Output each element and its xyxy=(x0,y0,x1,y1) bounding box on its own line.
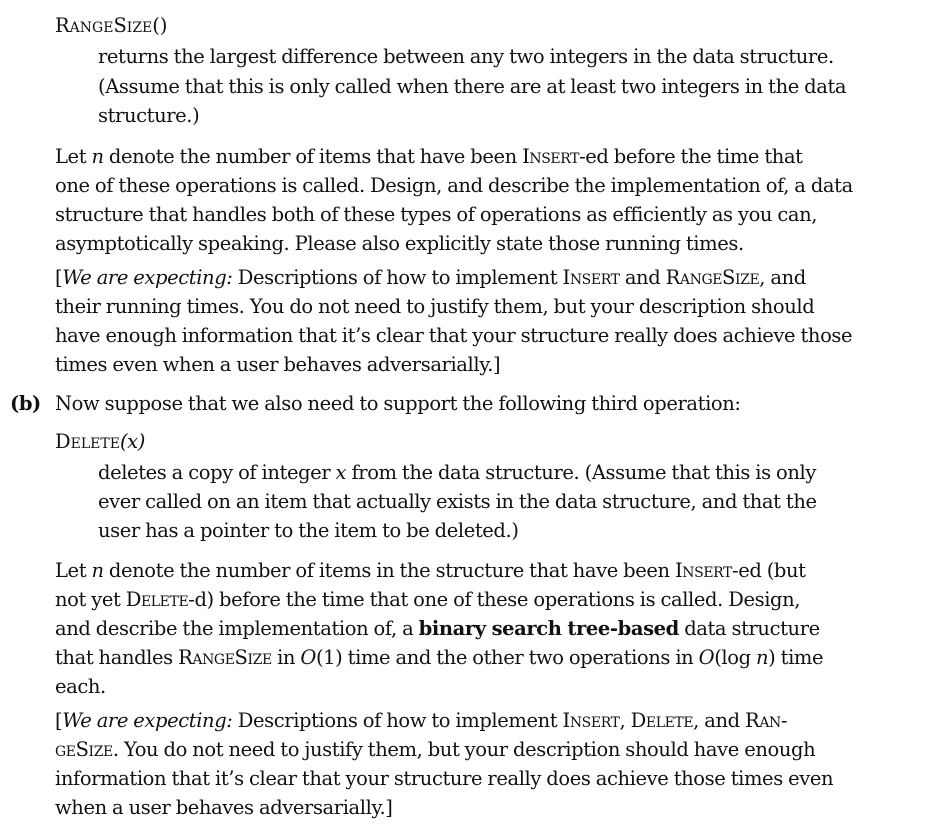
op-insert: Insert xyxy=(675,559,732,582)
part-a-expecting-line-1 xyxy=(55,263,806,292)
part-a-expecting-line-4: times even when a user behaves adversarially.] xyxy=(55,353,501,376)
text: denote the number of items in the structure that have been xyxy=(103,559,675,582)
text: -ed (but xyxy=(732,559,806,582)
part-b-intro: Now suppose that we also need to support the following third operation: xyxy=(55,392,741,415)
op-delete: Delete xyxy=(630,709,694,732)
text: data structure xyxy=(678,617,820,640)
math-n: n xyxy=(91,559,104,582)
math-arg: (x) xyxy=(119,430,145,453)
part-b-expecting-line-2 xyxy=(55,735,815,764)
math-o: O xyxy=(698,646,715,669)
text: ) time xyxy=(768,646,824,669)
op-rangesize: RangeSize xyxy=(665,266,760,289)
text: deletes a copy of integer xyxy=(98,461,336,484)
op-delete: Delete xyxy=(125,588,189,611)
op-rangesize: RangeSize xyxy=(178,646,272,669)
part-b-paragraph-line-4 xyxy=(55,643,823,672)
text: (1) time and the other two operations in xyxy=(315,646,699,669)
text: from the data structure. (Assume that this is only xyxy=(346,461,817,484)
text: (log xyxy=(714,646,756,669)
part-b-expecting-line-1 xyxy=(55,706,787,735)
part-b-expecting-line-3: information that it’s clear that your structure really does achieve those times even xyxy=(55,767,834,790)
part-a-expecting-line-3: have enough information that it’s clear that your structure really does achieve those xyxy=(55,324,853,347)
part-a-paragraph-line-4: asymptotically speaking. Please also explicitly state those running times. xyxy=(55,232,744,255)
part-a-paragraph-line-3: structure that handles both of these types of operations as efficiently as you can, xyxy=(55,203,818,226)
text: Descriptions of how to implement xyxy=(232,709,563,732)
bracket: [ xyxy=(55,709,63,732)
math-n: n xyxy=(755,646,769,669)
part-a-paragraph-line-1 xyxy=(55,142,803,171)
text: , and xyxy=(693,709,746,732)
text: Descriptions of how to implement xyxy=(232,266,563,289)
rangesize-description-line-3: structure.) xyxy=(98,104,200,127)
text: and xyxy=(619,266,666,289)
part-b-label: (b) xyxy=(10,392,41,415)
text: in xyxy=(271,646,301,669)
op-delete: Delete xyxy=(55,430,120,453)
op-insert: Insert xyxy=(522,145,580,168)
text: not yet xyxy=(55,588,126,611)
expecting-label: We are expecting: xyxy=(62,266,233,289)
delete-signature xyxy=(55,427,145,456)
text: , xyxy=(619,709,631,732)
text: that handles xyxy=(55,646,179,669)
part-b-paragraph-line-1 xyxy=(55,556,806,585)
part-b-paragraph-line-5: each. xyxy=(55,675,106,698)
rangesize-signature: RangeSize() xyxy=(55,14,168,37)
op-insert: Insert xyxy=(562,266,620,289)
text: Let xyxy=(55,559,92,582)
text: , and xyxy=(759,266,806,289)
bold-term: binary search tree-based xyxy=(418,617,679,640)
rangesize-description-line-2: (Assume that this is only called when there are at least two integers in the data xyxy=(98,75,847,98)
delete-description-line-2: ever called on an item that actually exists in the data structure, and that the xyxy=(98,490,817,513)
part-a-paragraph-line-2: one of these operations is called. Design, and describe the implementation of, a data xyxy=(55,174,853,197)
rangesize-description-line-1: returns the largest difference between any two integers in the data structure. xyxy=(98,45,834,68)
part-b-expecting-line-4: when a user behaves adversarially.] xyxy=(55,796,393,819)
part-b-paragraph-line-3 xyxy=(55,614,820,643)
delete-description-line-3: user has a pointer to the item to be deleted.) xyxy=(98,519,519,542)
op-rangesize-part: geSize xyxy=(55,738,113,761)
bracket: [ xyxy=(55,266,63,289)
part-a-expecting-line-2: their running times. You do not need to justify them, but your description should xyxy=(55,295,815,318)
text: . You do not need to justify them, but your description should have enough xyxy=(112,738,816,761)
text: and describe the implementation of, a xyxy=(55,617,419,640)
math-n: n xyxy=(91,145,104,168)
math-x: x xyxy=(335,461,347,484)
text: Let xyxy=(55,145,92,168)
math-o: O xyxy=(300,646,316,669)
text: -d) before the time that one of these operations is called. Design, xyxy=(188,588,801,611)
expecting-label: We are expecting: xyxy=(62,709,233,732)
op-rangesize-part: Ran- xyxy=(745,709,788,732)
text: denote the number of items that have been xyxy=(103,145,523,168)
part-b-paragraph-line-2 xyxy=(55,585,800,614)
op-insert: Insert xyxy=(562,709,620,732)
delete-description-line-1 xyxy=(98,458,816,487)
text: -ed before the time that xyxy=(579,145,803,168)
